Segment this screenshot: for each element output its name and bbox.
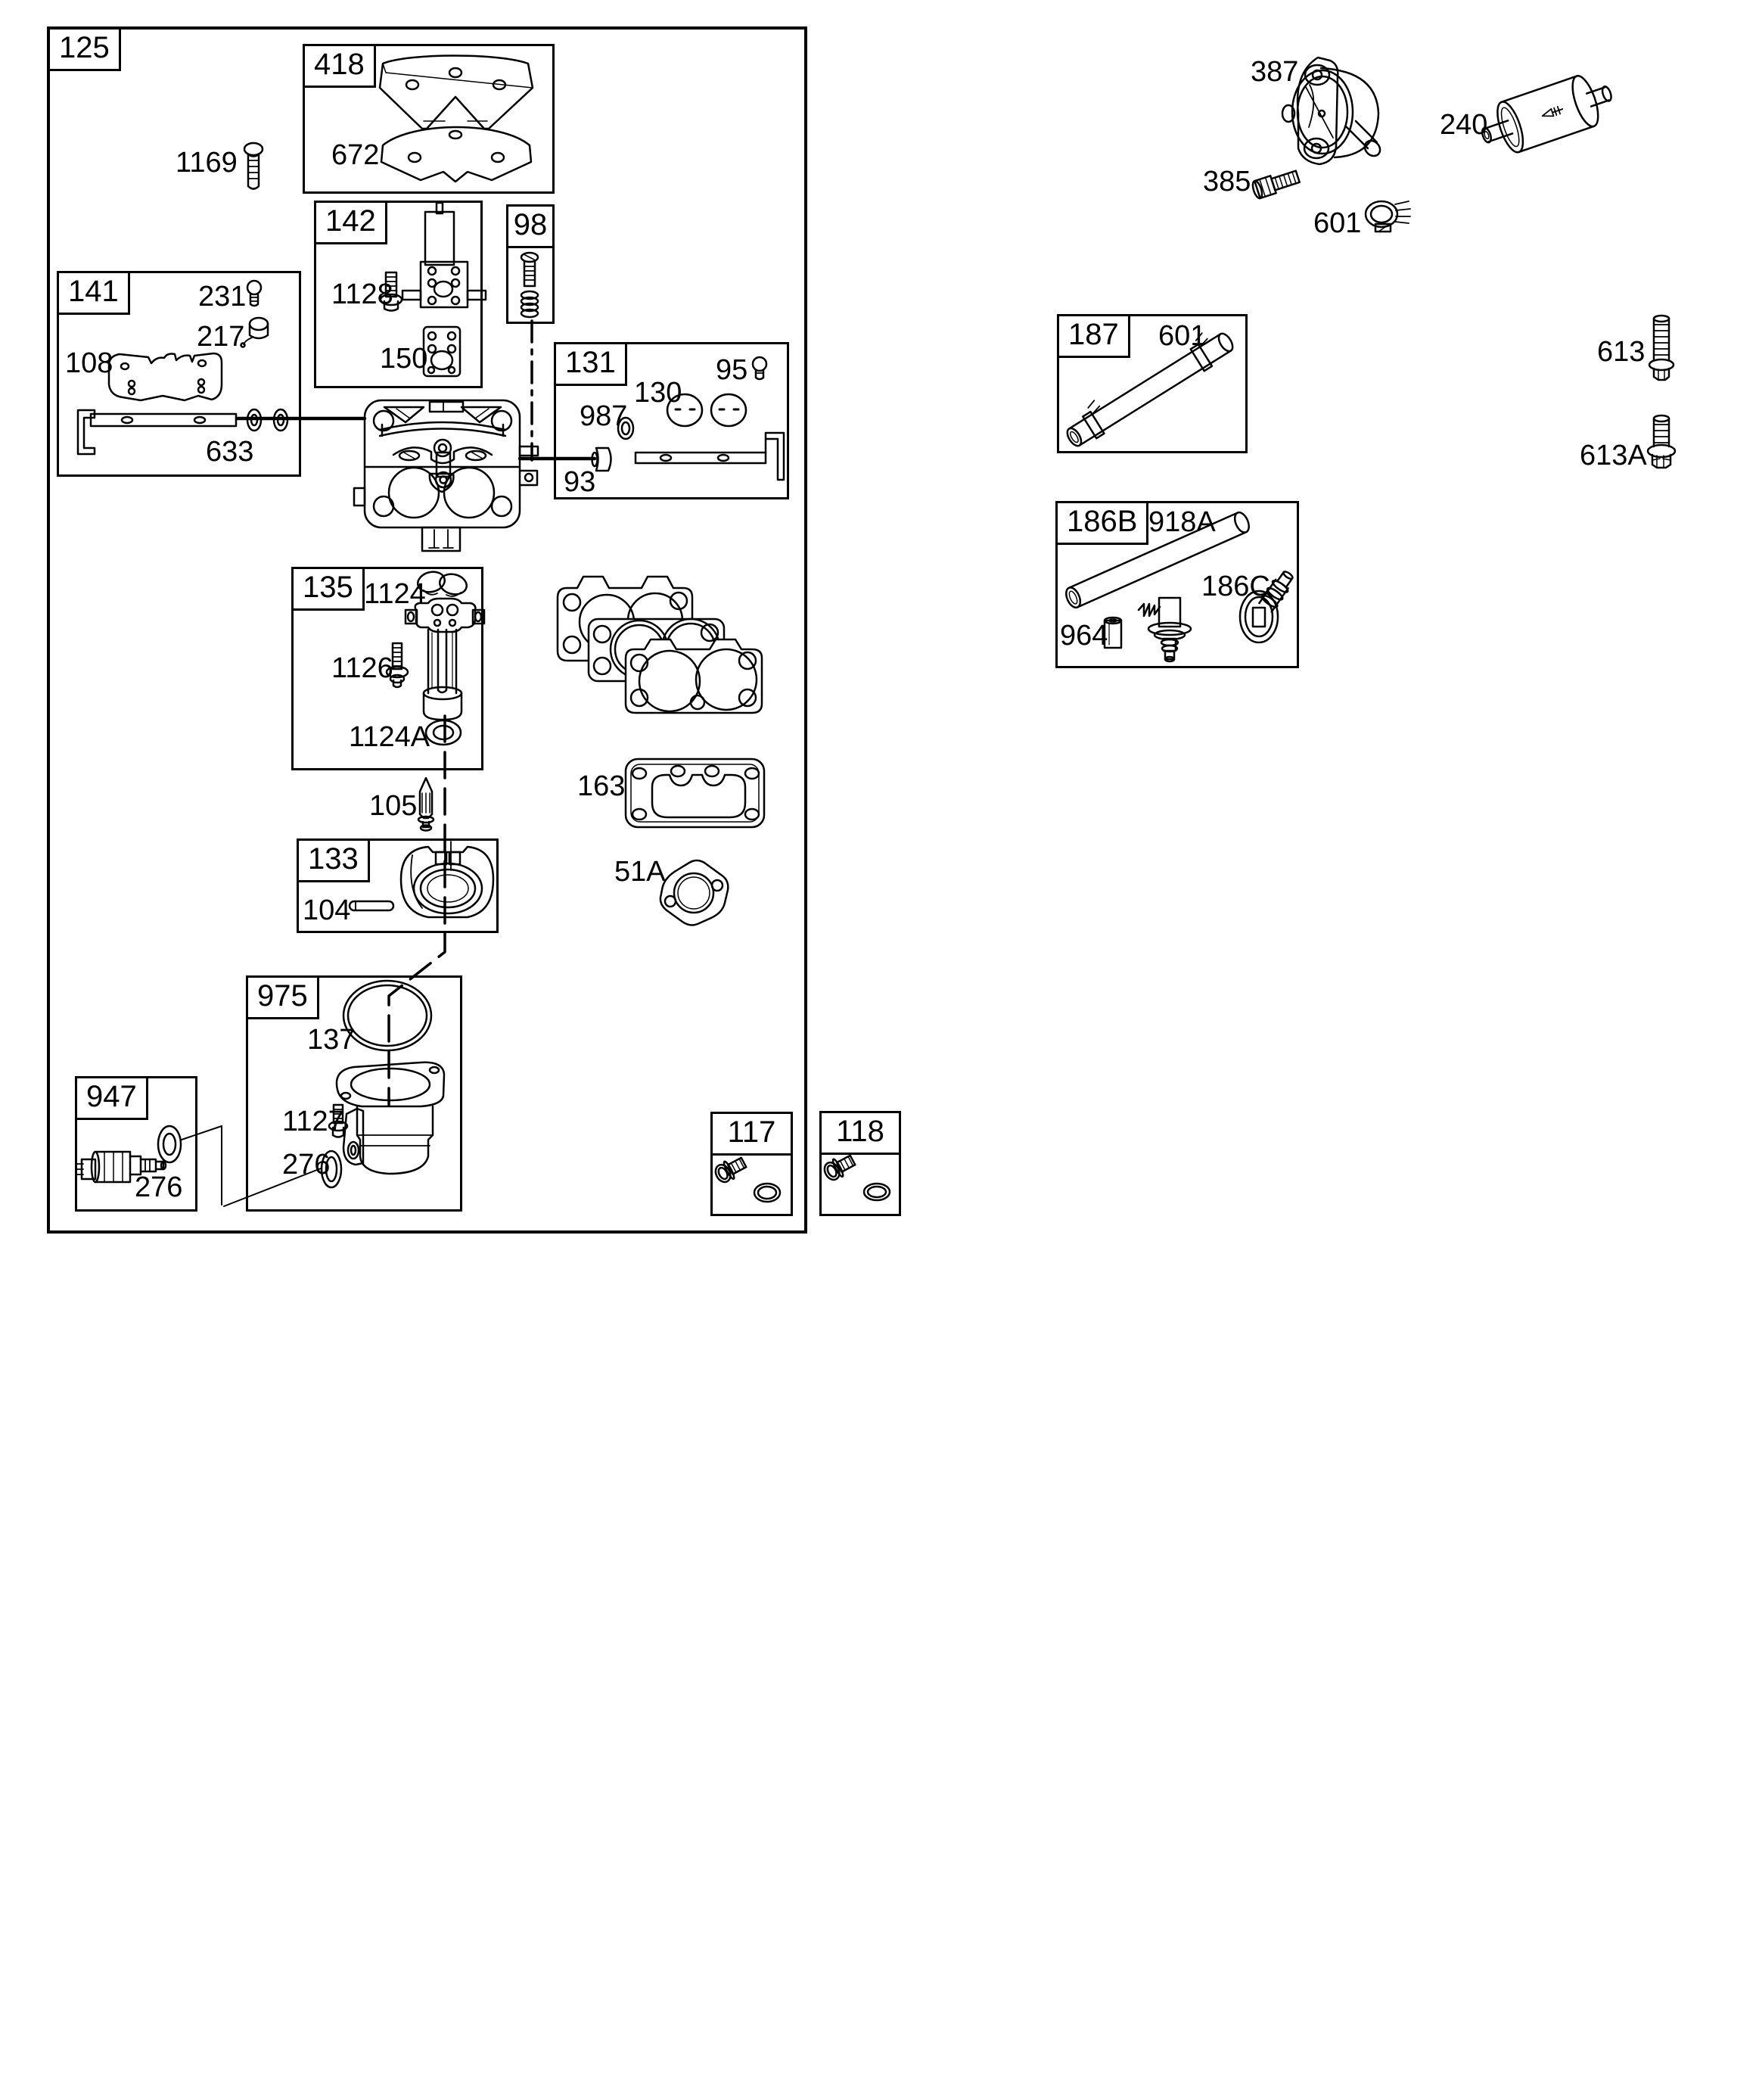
callout-601-clamp: 601 (1313, 207, 1362, 239)
group-box-418-label: 418 (305, 46, 376, 88)
callout-1169: 1169 (176, 147, 238, 179)
group-box-133-label: 133 (299, 841, 370, 882)
callout-601-line: 601 (1158, 320, 1207, 352)
callout-385: 385 (1203, 166, 1251, 198)
bolt-613A (1648, 415, 1675, 468)
group-box-186B-label: 186B (1058, 503, 1148, 545)
group-box-187 (1057, 314, 1248, 453)
callout-104: 104 (303, 894, 351, 926)
callout-633: 633 (206, 436, 254, 468)
group-box-187-label: 187 (1059, 316, 1130, 358)
group-box-131-label: 131 (556, 344, 627, 386)
hose-clamp-601 (1366, 201, 1410, 232)
callout-130: 130 (634, 377, 682, 409)
group-box-418 (303, 44, 555, 194)
group-box-142-label: 142 (316, 203, 387, 244)
callout-964: 964 (1060, 620, 1108, 652)
group-box-975 (246, 975, 462, 1212)
callout-93: 93 (564, 466, 596, 498)
bolt-385 (1251, 168, 1301, 200)
group-box-118 (819, 1111, 901, 1216)
fuel-filter-240 (1475, 67, 1619, 161)
group-box-947-label: 947 (77, 1078, 148, 1120)
callout-105: 105 (369, 790, 418, 822)
callout-95: 95 (716, 354, 748, 386)
callout-918A: 918A (1148, 506, 1216, 538)
callout-150: 150 (380, 343, 428, 375)
callout-231: 231 (198, 281, 247, 313)
bolt-613 (1649, 316, 1674, 380)
callout-987: 987 (580, 400, 628, 432)
callout-217: 217 (197, 321, 245, 353)
group-box-135-label: 135 (294, 569, 365, 611)
callout-1126: 1126 (331, 652, 393, 684)
group-box-125-label: 125 (50, 30, 121, 71)
callout-1124A: 1124A (349, 721, 430, 753)
callout-1127: 1127 (282, 1106, 344, 1137)
callout-276-solenoid: 276 (135, 1171, 183, 1203)
callout-240: 240 (1440, 109, 1488, 141)
group-box-98 (506, 204, 555, 324)
callout-613: 613 (1597, 336, 1646, 368)
group-box-141-label: 141 (59, 273, 130, 315)
group-box-975-label: 975 (248, 978, 319, 1019)
group-box-117-label: 117 (713, 1114, 791, 1156)
callout-186C: 186C (1201, 571, 1270, 602)
callout-1124: 1124 (364, 578, 426, 610)
group-box-118-label: 118 (822, 1113, 899, 1155)
callout-276-bowl: 276 (282, 1149, 331, 1181)
group-box-117 (710, 1112, 793, 1216)
group-box-98-label: 98 (508, 207, 552, 248)
callout-387: 387 (1251, 56, 1299, 88)
callout-1128: 1128 (331, 278, 393, 310)
callout-51A: 51A (614, 856, 666, 888)
callout-163: 163 (577, 770, 626, 802)
callout-613A: 613A (1580, 440, 1647, 471)
callout-108: 108 (65, 347, 113, 379)
callout-672: 672 (331, 139, 380, 171)
callout-137: 137 (307, 1024, 356, 1056)
